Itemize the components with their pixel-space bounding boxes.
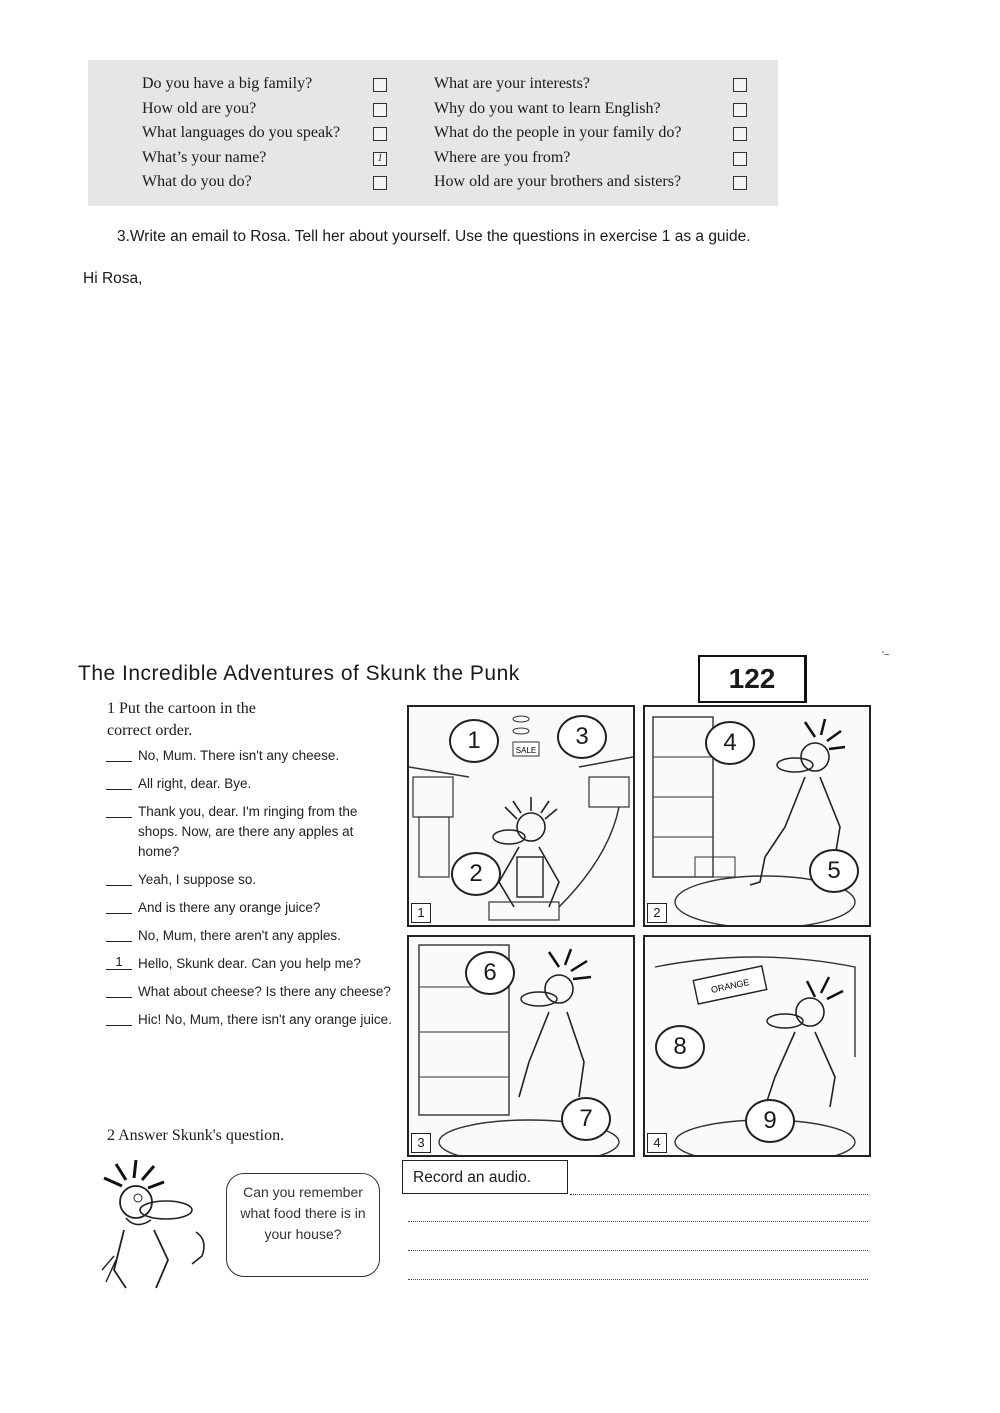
order-blank[interactable] <box>106 774 132 790</box>
question-row <box>434 97 754 122</box>
cartoon-panel-3 <box>407 935 635 1157</box>
question-checkbox[interactable]: 1 <box>373 152 387 166</box>
order-blank[interactable] <box>106 1010 132 1026</box>
list-item <box>106 870 396 890</box>
task1-heading: 1 Put the cartoon in the correct order. <box>107 700 256 739</box>
cartoon-panel-4 <box>643 935 871 1157</box>
question-text: What do the people in your family do? <box>434 124 682 141</box>
sale-sign: SALE <box>515 746 537 755</box>
list-item <box>106 774 396 794</box>
order-blank[interactable] <box>106 746 132 762</box>
sentence-text: No, Mum, there aren't any apples. <box>138 928 341 943</box>
questions-right-column <box>434 72 754 195</box>
corner-mark: '~ <box>882 650 890 661</box>
speech-bubble: 9 <box>745 1099 795 1143</box>
question-row <box>434 121 754 146</box>
question-checkbox[interactable] <box>373 103 387 117</box>
speech-bubble: 2 <box>451 852 501 896</box>
sentence-text: And is there any orange juice? <box>138 900 321 915</box>
question-text: What languages do you speak? <box>142 124 341 141</box>
speech-bubble: 8 <box>655 1025 705 1069</box>
panel-number: 2 <box>647 903 667 923</box>
list-item <box>106 1010 396 1030</box>
sentence-text: Hello, Skunk dear. Can you help me? <box>138 956 361 971</box>
answer-line[interactable] <box>408 1279 868 1280</box>
list-item <box>106 746 396 766</box>
question-checkbox[interactable] <box>733 78 747 92</box>
question-row <box>142 146 442 171</box>
question-row <box>142 121 442 146</box>
order-blank[interactable] <box>106 982 132 998</box>
email-greeting[interactable]: Hi Rosa, <box>83 270 143 287</box>
order-blank[interactable] <box>106 926 132 942</box>
question-checkbox[interactable] <box>373 78 387 92</box>
sentence-text: No, Mum. There isn't any cheese. <box>138 748 340 763</box>
question-row <box>142 97 442 122</box>
sentence-text: Yeah, I suppose so. <box>138 872 257 887</box>
question-row <box>434 146 754 171</box>
sentence-text: Thank you, dear. I'm ringing from the shops. Now, are there any apples at home? <box>138 804 358 859</box>
email-instruction: 3.Write an email to Rosa. Tell her about yourself. Use the questions in exercise 1 as a guide. <box>117 228 751 245</box>
answer-line[interactable] <box>408 1221 868 1222</box>
panel-number: 4 <box>647 1133 667 1153</box>
skunk-character-illustration <box>96 1160 226 1290</box>
sentence-text: What about cheese? Is there any cheese? <box>138 984 391 999</box>
worksheet-title: The Incredible Adventures of Skunk the Punk <box>78 662 520 685</box>
page-number-box: 122 <box>698 655 807 703</box>
sentence-text: All right, dear. Bye. <box>138 776 252 791</box>
question-text: What do you do? <box>142 173 252 190</box>
list-item <box>106 802 396 862</box>
question-checkbox[interactable] <box>733 103 747 117</box>
question-checkbox[interactable] <box>733 176 747 190</box>
answer-line[interactable] <box>408 1250 868 1251</box>
panel-number: 1 <box>411 903 431 923</box>
list-item <box>106 954 396 974</box>
sentence-list <box>106 746 396 1038</box>
question-box <box>88 60 778 206</box>
sentence-text: Hic! No, Mum, there isn't any orange juice. <box>138 1012 392 1027</box>
question-text: What’s your name? <box>142 148 267 166</box>
record-audio-button[interactable]: Record an audio. <box>402 1160 568 1194</box>
skunk-speech-bubble: Can you remember what food there is in your house? <box>226 1173 380 1277</box>
cartoon-panel-1 <box>407 705 635 927</box>
list-item <box>106 982 396 1002</box>
question-text: Why do you want to learn English? <box>434 99 661 117</box>
question-checkbox[interactable] <box>373 127 387 141</box>
list-item <box>106 898 396 918</box>
orange-carton-label: ORANGE <box>710 977 751 995</box>
speech-bubble: 6 <box>465 951 515 995</box>
question-row <box>434 72 754 97</box>
order-blank[interactable] <box>106 898 132 914</box>
order-blank[interactable]: 1 <box>106 954 132 970</box>
question-checkbox[interactable] <box>373 176 387 190</box>
speech-bubble: 5 <box>809 849 859 893</box>
order-blank[interactable] <box>106 870 132 886</box>
question-text: Where are you from? <box>434 148 571 166</box>
question-text: How old are your brothers and sisters? <box>434 173 682 190</box>
question-row <box>142 170 442 195</box>
question-row <box>142 72 442 97</box>
task2-heading: 2 Answer Skunk's question. <box>107 1127 285 1144</box>
panel-number: 3 <box>411 1133 431 1153</box>
speech-bubble: 4 <box>705 721 755 765</box>
question-text: Do you have a big family? <box>142 75 313 92</box>
cartoon-panel-2 <box>643 705 871 927</box>
answer-line[interactable] <box>570 1194 868 1195</box>
question-text: How old are you? <box>142 99 257 117</box>
questions-left-column <box>142 72 442 195</box>
speech-bubble: 1 <box>449 719 499 763</box>
question-checkbox[interactable] <box>733 127 747 141</box>
question-checkbox[interactable] <box>733 152 747 166</box>
list-item <box>106 926 396 946</box>
order-blank[interactable] <box>106 802 132 818</box>
question-text: What are your interests? <box>434 75 590 92</box>
speech-bubble: 3 <box>557 715 607 759</box>
speech-bubble: 7 <box>561 1097 611 1141</box>
question-row <box>434 170 754 195</box>
